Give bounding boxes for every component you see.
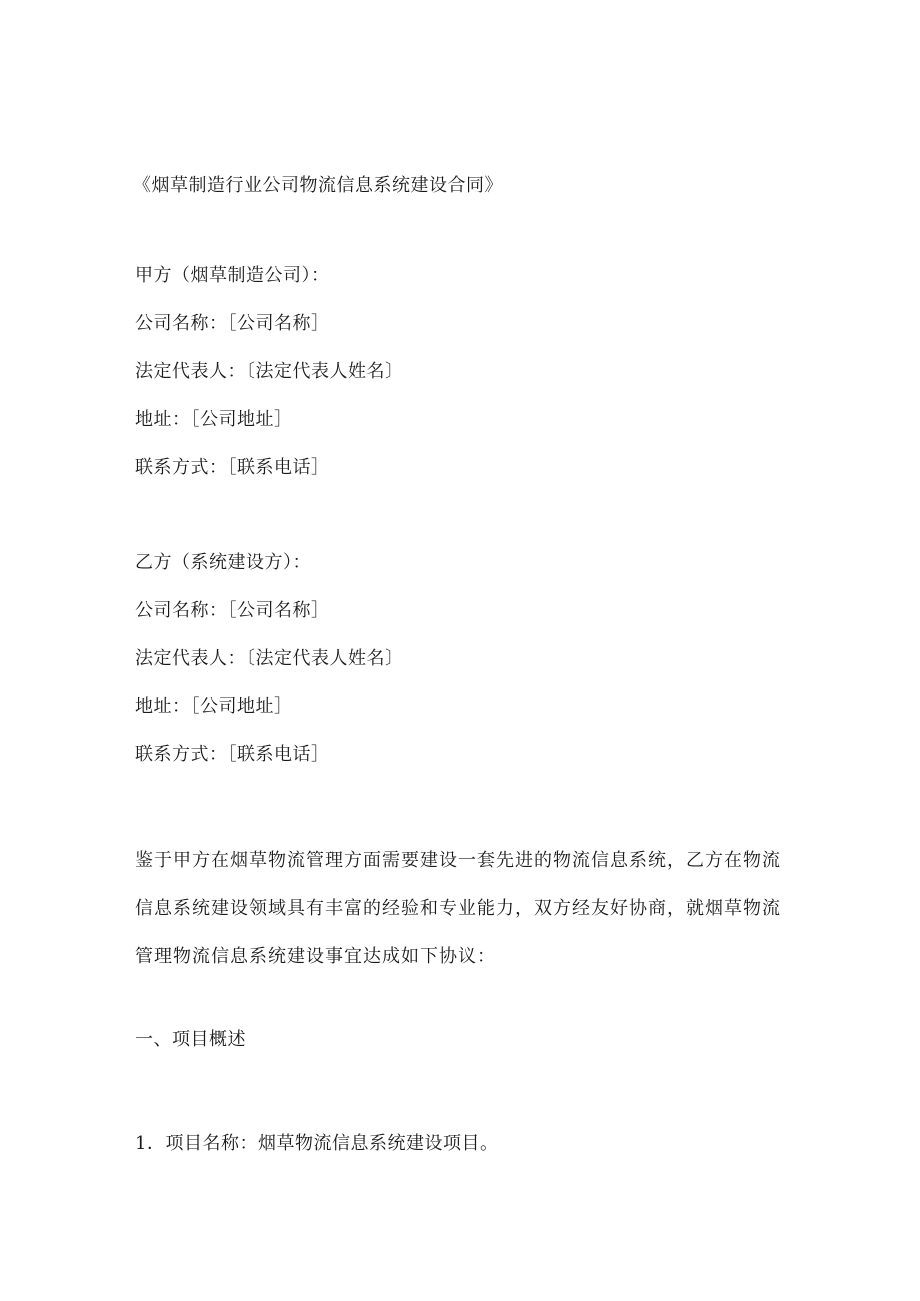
party-b-company-name: 公司名称：［公司名称］: [135, 600, 330, 621]
party-b-legal-rep: 法定代表人：〔法定代表人姓名〕: [135, 648, 404, 669]
party-a-address: 地址：［公司地址］: [135, 409, 293, 430]
preamble-paragraph: [135, 837, 781, 981]
party-a-legal-rep: 法定代表人：〔法定代表人姓名〕: [135, 361, 404, 382]
party-a-company-name: 公司名称：［公司名称］: [135, 313, 330, 334]
party-b-heading: 乙方（系统建设方）：: [135, 552, 311, 573]
contract-title: 《烟草制造行业公司物流信息系统建设合同》: [133, 175, 503, 196]
section-item: 1．项目名称：烟草物流信息系统建设项目。: [135, 1133, 499, 1154]
preamble-line: 鉴于甲方在烟草物流管理方面需要建设一套先进的物流信息系统，乙方在物流: [135, 850, 781, 871]
section-heading: 一、项目概述: [135, 1029, 246, 1050]
party-b-contact: 联系方式：［联系电话］: [135, 744, 330, 765]
party-a-heading: 甲方（烟草制造公司）：: [135, 265, 330, 286]
preamble-line: 信息系统建设领域具有丰富的经验和专业能力，双方经友好协商，就烟草物流: [135, 898, 781, 919]
party-a-contact: 联系方式：［联系电话］: [135, 457, 330, 478]
preamble-line: 管理物流信息系统建设事宜达成如下协议：: [135, 946, 496, 967]
party-b-address: 地址：［公司地址］: [135, 696, 293, 717]
